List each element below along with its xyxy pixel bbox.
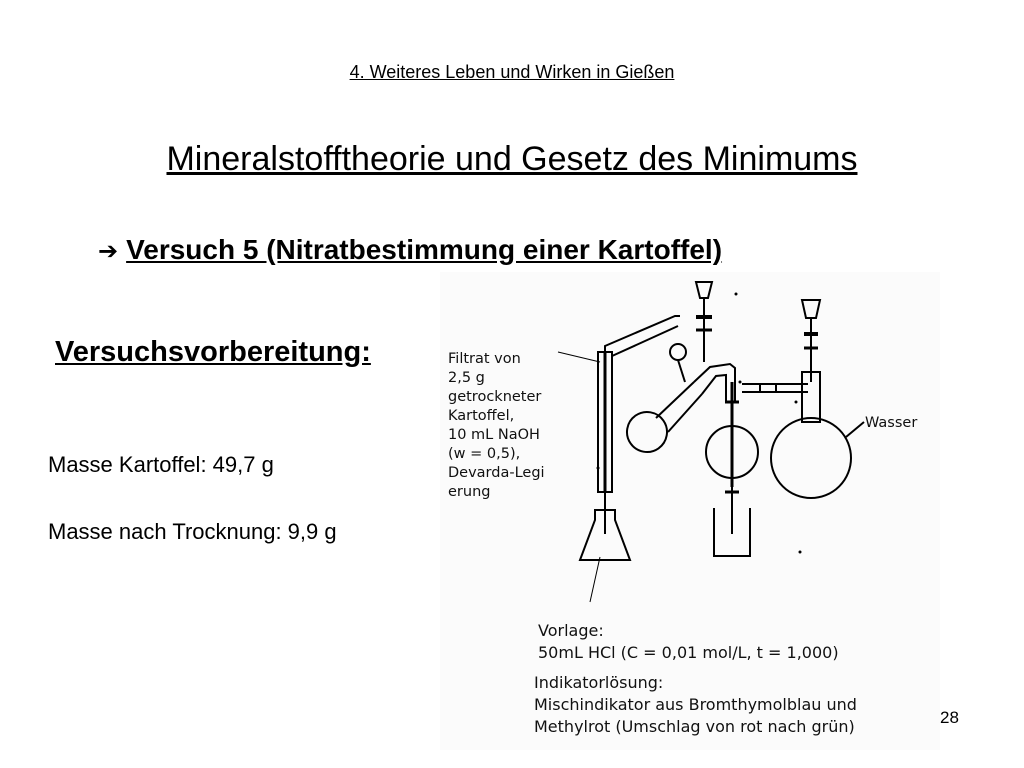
arrow-right-icon: ➔ — [98, 237, 119, 265]
filtrate-line: getrockneter — [448, 389, 542, 405]
mass-potato-text: Masse Kartoffel: 49,7 g — [48, 452, 274, 477]
filtrate-line: 2,5 g — [448, 370, 485, 386]
receiver-line: 50mL HCl (C = 0,01 mol/L, t = 1,000) — [538, 643, 839, 662]
filtrate-line: (w = 0,5), — [448, 446, 521, 462]
filtrate-line: 10 mL NaOH — [448, 427, 540, 443]
indicator-line: Mischindikator aus Bromthymolblau und — [534, 695, 857, 714]
indicator-line: Methylrot (Umschlag von rot nach grün) — [534, 717, 855, 736]
receiver-line: Vorlage: — [538, 621, 604, 640]
experiment-heading — [98, 234, 722, 266]
receiver-label — [538, 620, 839, 664]
experiment-title: Versuch 5 (Nitratbestimmung einer Kartoffel) — [126, 234, 723, 265]
filtrate-line: Kartoffel, — [448, 408, 515, 424]
slide-title: Mineralstofftheorie und Gesetz des Minimums — [166, 140, 858, 178]
indicator-label — [534, 672, 857, 738]
filtrate-line: erung — [448, 484, 491, 500]
apparatus-figure — [440, 272, 940, 750]
page-number: 28 — [940, 708, 959, 727]
chapter-heading: 4. Weiteres Leben und Wirken in Gießen — [349, 62, 675, 82]
section-heading: Versuchsvorbereitung: — [55, 336, 371, 368]
water-label: Wasser — [865, 415, 918, 431]
indicator-line: Indikatorlösung: — [534, 673, 664, 692]
distillation-flask — [619, 404, 675, 460]
mass-dried-text: Masse nach Trocknung: 9,9 g — [48, 519, 337, 544]
filtrate-line: Devarda-Legi — [448, 465, 545, 481]
water-flask — [771, 418, 851, 498]
filtrate-line: Filtrat von — [448, 351, 521, 367]
filtrate-label — [448, 350, 545, 502]
